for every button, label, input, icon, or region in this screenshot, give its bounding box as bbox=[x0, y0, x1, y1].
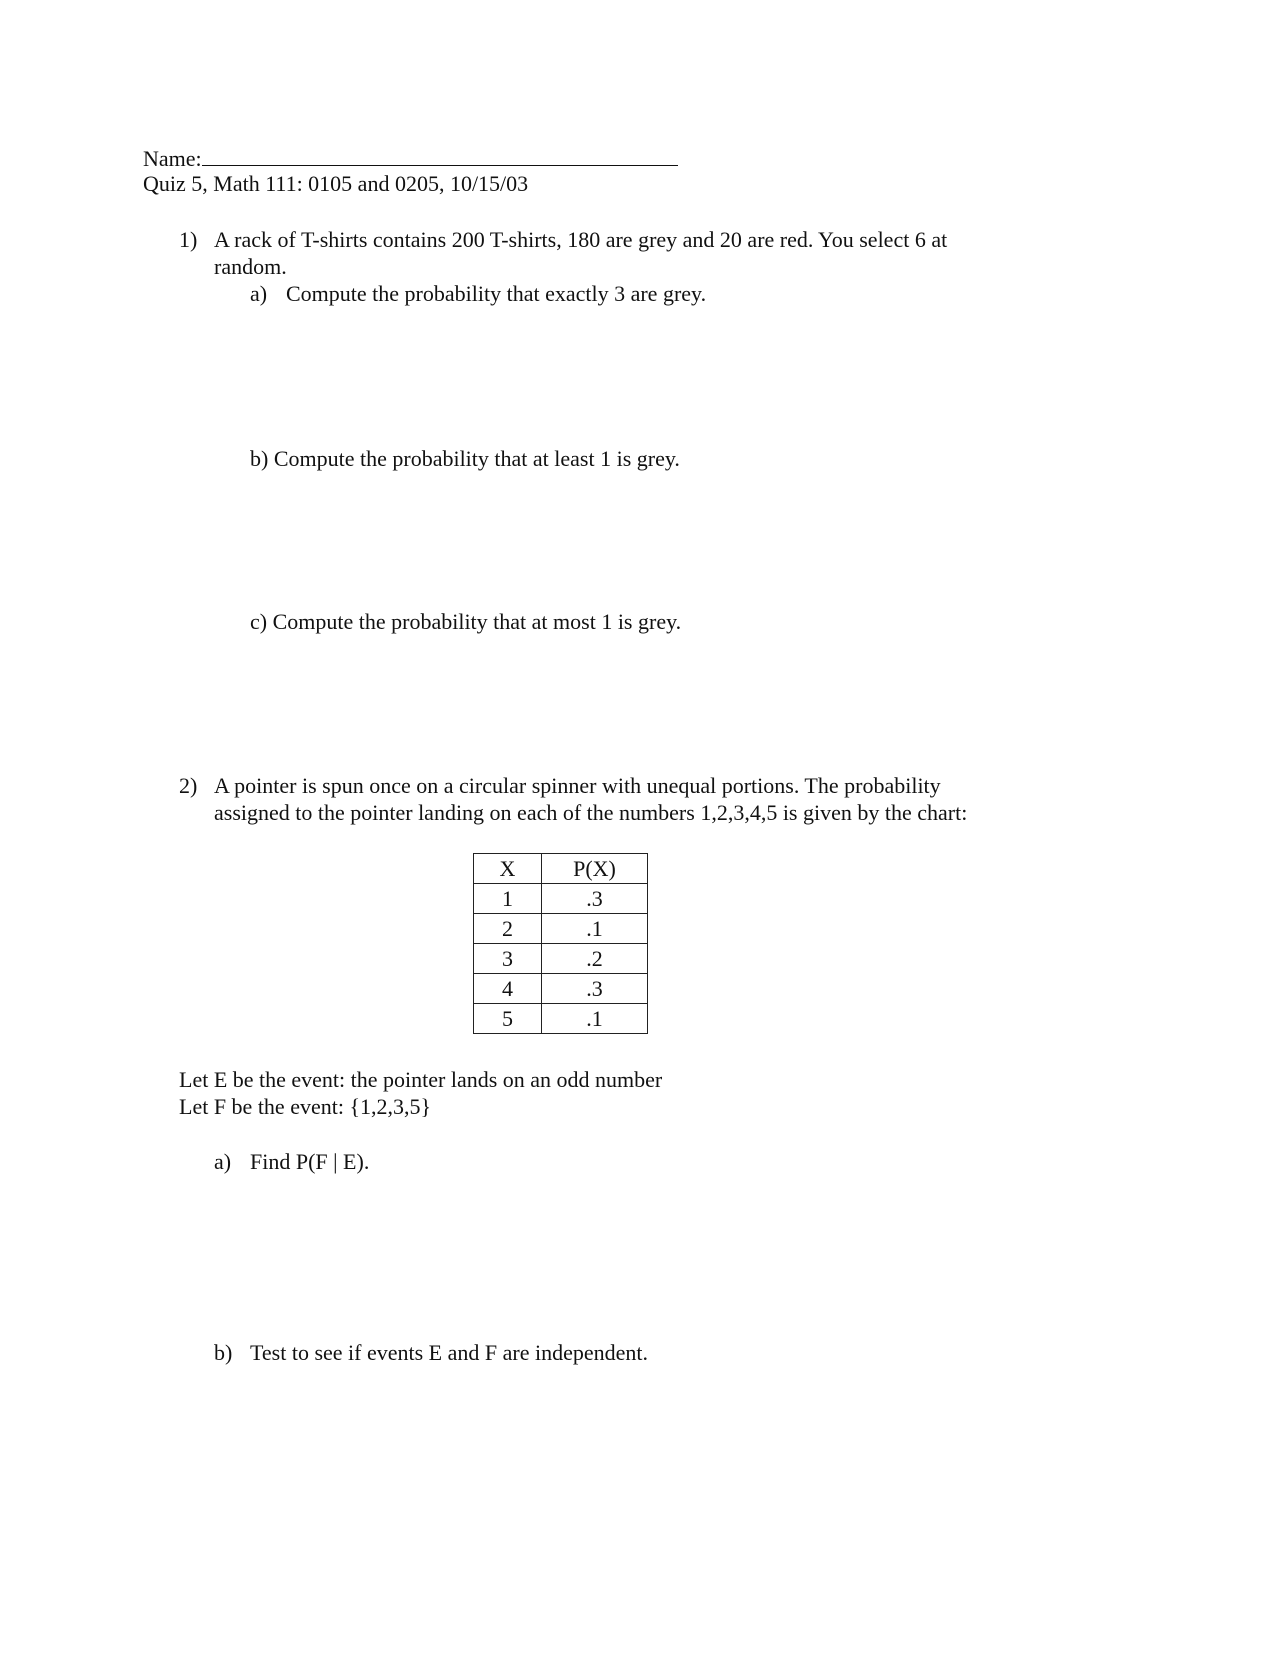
event-e: Let E be the event: the pointer lands on an odd number bbox=[179, 1067, 663, 1092]
cell-x: 5 bbox=[474, 1004, 542, 1034]
cell-x: 2 bbox=[474, 914, 542, 944]
header-x: X bbox=[474, 854, 542, 884]
q2b-label: b) bbox=[214, 1340, 233, 1365]
q1c-text: c) Compute the probability that at most 1 is grey. bbox=[250, 609, 682, 634]
q2-text-line2: assigned to the pointer landing on each of the numbers 1,2,3,4,5 is given by the chart: bbox=[214, 800, 968, 825]
q2a-text: Find P(F | E). bbox=[250, 1149, 370, 1174]
q2-number: 2) bbox=[179, 773, 198, 798]
cell-px: .1 bbox=[542, 1004, 648, 1034]
q1a-text: Compute the probability that exactly 3 are grey. bbox=[286, 281, 707, 306]
header-px: P(X) bbox=[542, 854, 648, 884]
name-field bbox=[143, 145, 678, 172]
q1a-label: a) bbox=[250, 281, 268, 306]
table-row bbox=[474, 914, 648, 944]
q1b-text: b) Compute the probability that at least 1 is grey. bbox=[250, 446, 680, 471]
table-row bbox=[474, 884, 648, 914]
name-label: Name: bbox=[143, 146, 202, 171]
q2b-text: Test to see if events E and F are independent. bbox=[250, 1340, 648, 1365]
event-f: Let F be the event: {1,2,3,5} bbox=[179, 1094, 432, 1119]
table-header-row bbox=[474, 854, 648, 884]
probability-table bbox=[473, 853, 648, 1034]
cell-px: .2 bbox=[542, 944, 648, 974]
quiz-title: Quiz 5, Math 111: 0105 and 0205, 10/15/03 bbox=[143, 171, 529, 196]
cell-px: .1 bbox=[542, 914, 648, 944]
cell-x: 3 bbox=[474, 944, 542, 974]
cell-px: .3 bbox=[542, 974, 648, 1004]
table-row bbox=[474, 944, 648, 974]
q1-number: 1) bbox=[179, 227, 198, 252]
q2-text-line1: A pointer is spun once on a circular spinner with unequal portions. The probability bbox=[214, 773, 941, 798]
cell-x: 1 bbox=[474, 884, 542, 914]
cell-x: 4 bbox=[474, 974, 542, 1004]
table-row bbox=[474, 1004, 648, 1034]
table-row bbox=[474, 974, 648, 1004]
q1-text-line2: random. bbox=[214, 254, 287, 279]
q1-text-line1: A rack of T-shirts contains 200 T-shirts, 180 are grey and 20 are red. You select 6 at bbox=[214, 227, 948, 252]
name-blank-line bbox=[202, 145, 678, 166]
q2a-label: a) bbox=[214, 1149, 232, 1174]
cell-px: .3 bbox=[542, 884, 648, 914]
